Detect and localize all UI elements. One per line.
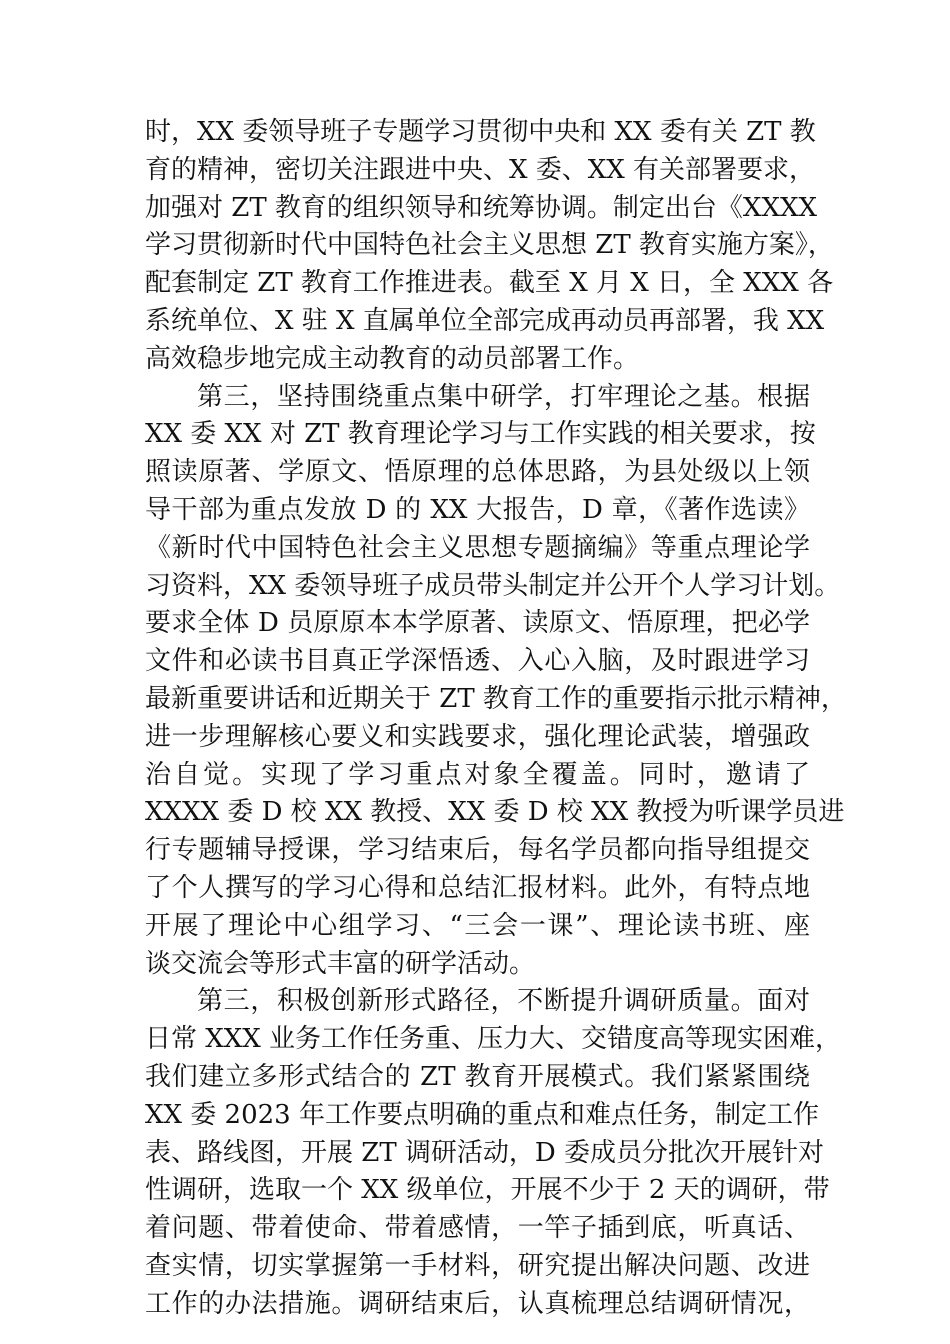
paragraph-3 [145, 983, 842, 1323]
text-line: 加强对 ZT 教育的组织领导和统筹协调。制定出台《XXXX [145, 192, 817, 223]
text-line: XX 委 2023 年工作要点明确的重点和难点任务，制定工作 [145, 1099, 819, 1130]
text-line: 学习贯彻新时代中国特色社会主义思想 ZT 教育实施方案》， [145, 230, 834, 261]
text-line: 要求全体 D 员原原本本学原著、读原文、悟原理，把必学 [145, 608, 810, 639]
text-line: 日常 XXX 业务工作任务重、压力大、交错度高等现实困难， [145, 1024, 842, 1055]
text-line: 开展了理论中心组学习、“三会一课”、理论读书班、座 [145, 910, 810, 941]
text-line: 进一步理解核心要义和实践要求，强化理论武装，增强政 [145, 721, 810, 752]
text-line: XX 委 XX 对 ZT 教育理论学习与工作实践的相关要求，按 [145, 419, 816, 450]
text-line: 行专题辅导授课，学习结束后，每名学员都向指导组提交 [145, 835, 810, 866]
text-line: 文件和必读书目真正学深悟透、入心入脑，及时跟进学习 [145, 646, 810, 677]
text-line: 习资料，XX 委领导班子成员带头制定并公开个人学习计划。 [145, 570, 841, 601]
text-line: 导干部为重点发放 D 的 XX 大报告，D 章，《著作选读》 [145, 494, 810, 525]
text-line: 我们建立多形式结合的 ZT 教育开展模式。我们紧紧围绕 [145, 1061, 810, 1092]
text-line: 《新时代中国特色社会主义思想专题摘编》等重点理论学 [145, 532, 810, 563]
text-line: 配套制定 ZT 教育工作推进表。截至 X 月 X 日，全 XXX 各 [145, 268, 834, 299]
text-line: 性调研，选取一个 XX 级单位，开展不少于 2 天的调研，带 [145, 1175, 830, 1206]
document-body [145, 114, 847, 1324]
text-line: 系统单位、X 驻 X 直属单位全部完成再动员再部署，我 XX [145, 305, 825, 336]
text-line: 第三，积极创新形式路径，不断提升调研质量。面对 [197, 986, 810, 1017]
text-line: XXXX 委 D 校 XX 教授、XX 委 D 校 XX 教授为听课学员进 [145, 797, 845, 828]
text-line: 工作的办法措施。调研结束后，认真梳理总结调研情况， [145, 1288, 810, 1319]
text-line: 治自觉。实现了学习重点对象全覆盖。同时，邀请了 [145, 759, 810, 790]
text-line: 育的精神，密切关注跟进中央、X 委、XX 有关部署要求， [145, 154, 816, 185]
text-line: 时，XX 委领导班子专题学习贯彻中央和 XX 委有关 ZT 教 [145, 117, 816, 147]
text-line: 谈交流会等形式丰富的研学活动。 [145, 948, 536, 979]
text-line: 照读原著、学原文、悟原理的总体思路，为县处级以上领 [145, 457, 810, 488]
text-line: 查实情，切实掌握第一手材料，研究提出解决问题、改进 [145, 1250, 810, 1281]
text-line: 着问题、带着使命、带着感情，一竿子插到底，听真话、 [145, 1213, 810, 1244]
paragraph-2 [145, 379, 847, 984]
text-line: 最新重要讲话和近期关于 ZT 教育工作的重要指示批示精神， [145, 683, 847, 714]
paragraph-1 [145, 114, 834, 379]
text-line: 表、路线图，开展 ZT 调研活动，D 委成员分批次开展针对 [145, 1137, 825, 1168]
text-line: 高效稳步地完成主动教育的动员部署工作。 [145, 343, 640, 374]
text-line: 了个人撰写的学习心得和总结汇报材料。此外，有特点地 [145, 872, 810, 903]
text-line: 第三，坚持围绕重点集中研学，打牢理论之基。根据 [197, 381, 810, 412]
